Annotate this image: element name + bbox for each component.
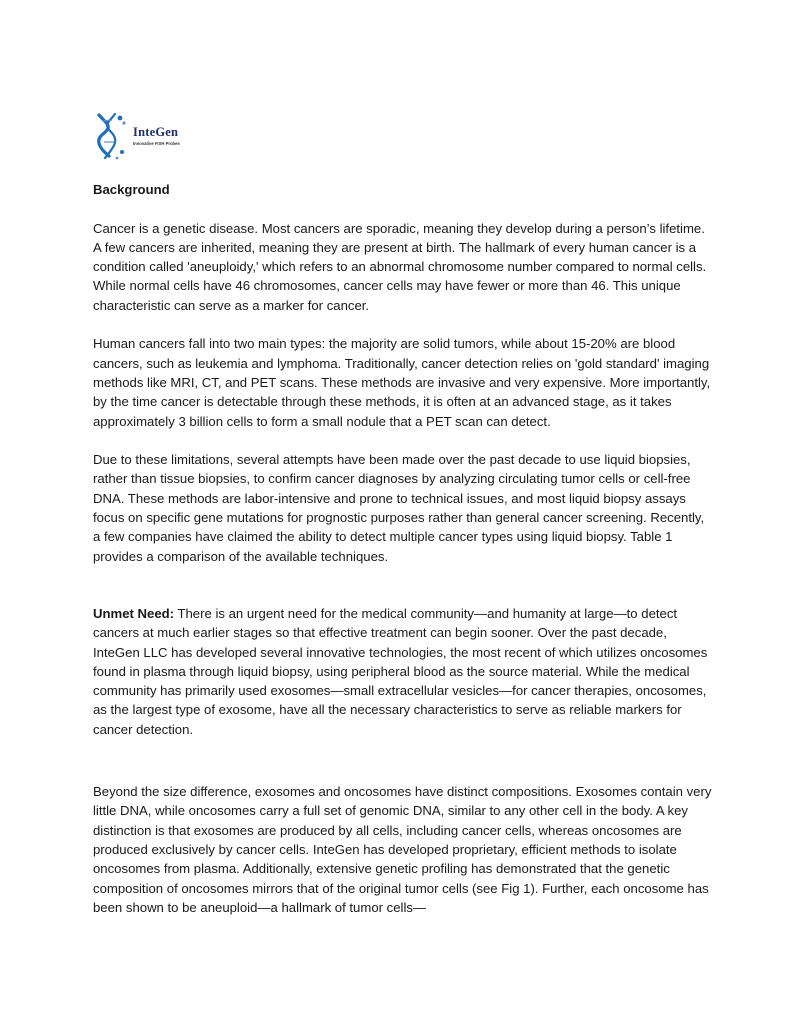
document-body: [93, 180, 713, 917]
paragraph-oncosomes: Beyond the size difference, exosomes and oncosomes have distinct compositions. Exosomes contain very little DNA, while oncosomes carry a full set of genomic DNA, similar to any other cell in the body. A key distinction is that exosomes are produced by all cells, including cancer cells, whereas oncosomes are produced exclusively by cancer cells. InteGen has developed proprietary, efficient methods to isolate oncosomes from plasma. Additionally, extensive genetic profiling has demonstrated that the genetic composition of oncosomes mirrors that of the original tumor cells (see Fig 1). Further, each oncosome has been shown to be aneuploid—a hallmark of tumor cells—: [93, 784, 712, 915]
paragraph-cancer-genetic: Cancer is a genetic disease. Most cancers are sporadic, meaning they develop during a person’s lifetime. A few cancers are inherited, meaning they are present at birth. The hallmark of every human cancer is a condition called 'aneuploidy,' which refers to an abnormal chromosome number compared to normal cells. While normal cells have 46 chromosomes, cancer cells may have fewer or more than 46. This unique characteristic can serve as a marker for cancer.: [93, 220, 707, 313]
section-heading: Background: [93, 182, 170, 197]
paragraph-cancer-types: Human cancers fall into two main types: the majority are solid tumors, while about 15-20% are blood cancers, such as leukemia and lymphoma. Traditionally, cancer detection relies on 'gold standard' imaging methods like MRI, CT, and PET scans. These methods are invasive and very expensive. More importantly, by the time cancer is detectable through these methods, it is often at an advanced stage, as it takes approximately 3 billion cells to form a small nodule that a PET scan can detect.: [93, 336, 711, 429]
unmet-need-label: Unmet Need:: [93, 605, 175, 621]
paragraph-liquid-biopsy: Due to these limitations, several attempts have been made over the past decade to use liquid biopsies, rather than tissue biopsies, to confirm cancer diagnoses by analyzing circulating tumor cells or cell-free DNA. These methods are labor-intensive and prone to technical issues, and most liquid biopsy assays focus on specific gene mutations for prognostic purposes rather than general cancer screening. Recently, a few companies have claimed the ability to detect multiple cancer types using liquid biopsy. Table 1 provides a comparison of the available techniques.: [93, 452, 705, 564]
unmet-need-text: There is an urgent need for the medical community—and humanity at large—to detect cancers at much earlier stages so that effective treatment can begin sooner. Over the past decade, InteGen LLC has developed several innovative technologies, the most recent of which utilizes oncosomes found in plasma through liquid biopsy, using peripheral blood as the source material. While the medical community has primarily used exosomes—small extracellular vesicles—for cancer therapies, oncosomes, as the largest type of exosome, have all the necessary characteristics to serve as reliable markers for cancer detection.: [93, 605, 708, 737]
dna-helix-icon: [93, 112, 131, 162]
logo-tagline: Innovative FISH Probes: [133, 141, 180, 146]
paragraph-unmet-need: [93, 604, 713, 739]
integen-logo: [93, 112, 203, 162]
logo-name: InteGen: [133, 125, 179, 139]
